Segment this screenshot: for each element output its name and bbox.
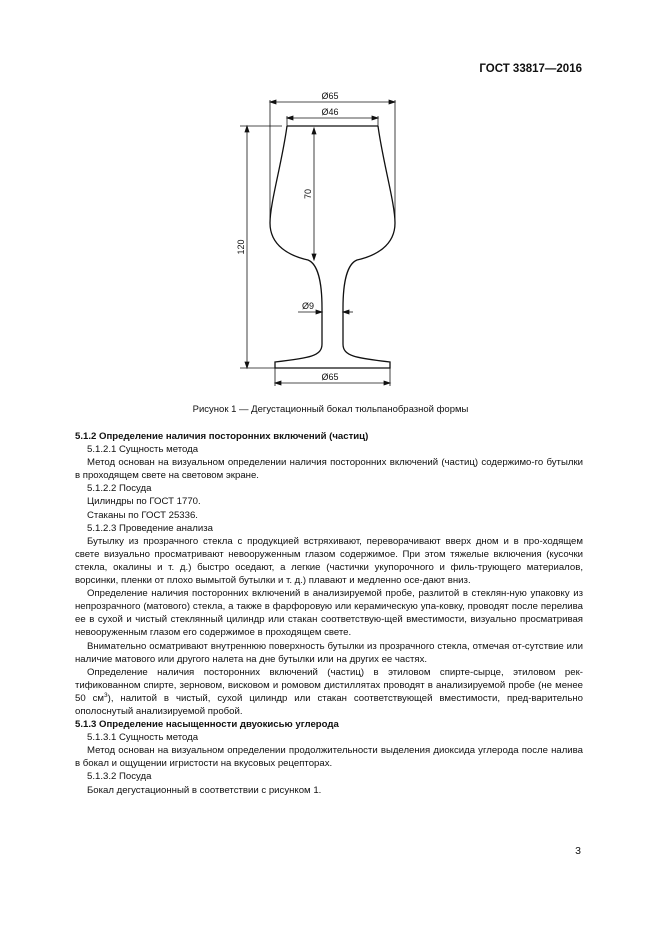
body-paragraph: Метод основан на визуальном определении продолжительности выделения диоксида углерода после налива в бокал и ощущении игристости на вкусовых рецепторах. xyxy=(75,745,583,770)
subsection-line: Стаканы по ГОСТ 25336. xyxy=(87,509,198,521)
page-number: 3 xyxy=(575,845,581,857)
dim-base-diameter: Ø65 xyxy=(321,372,339,382)
body-paragraph xyxy=(75,666,583,718)
subsection-line: 5.1.3.2 Посуда xyxy=(87,771,152,783)
dim-stem-diameter: Ø9 xyxy=(301,301,315,311)
dim-total-height: 120 xyxy=(236,239,246,255)
subsection-line: 5.1.3.1 Сущность метода xyxy=(87,732,199,744)
subsection-line: Цилиндры по ГОСТ 1770. xyxy=(87,496,201,508)
body-paragraph: Внимательно осматривают внутреннюю поверхность бутылки из прозрачного стекла, отмечая от-сутствие или наличие матового или другого налета на дне бутылки или на других ее частях. xyxy=(75,640,583,665)
paragraph-text-end: ), налитой в чистый, сухой цилиндр или стакан соответствующей вместимости, пред-варительно ополоснутый анализируемой пробой. xyxy=(75,692,583,717)
dim-rim-diameter: Ø46 xyxy=(321,107,339,117)
dim-top-diameter: Ø65 xyxy=(321,91,339,101)
subsection-line: 5.1.2.1 Сущность метода xyxy=(87,444,199,456)
subsection-line: 5.1.2.2 Посуда xyxy=(87,483,152,495)
section-heading: 5.1.3 Определение насыщенности двуокисью углерода xyxy=(75,719,339,731)
document-body xyxy=(75,430,583,797)
body-paragraph: Метод основан на визуальном определении наличия посторонних включений (частиц) содержимо-го бутылки в проходящем свете на световом экране. xyxy=(75,457,583,482)
figure-caption: Рисунок 1 — Дегустационный бокал тюльпанобразной формы xyxy=(192,404,469,415)
glass-outline xyxy=(270,126,395,368)
body-paragraph: Бутылку из прозрачного стекла с продукцией встряхивают, переворачивают вверх дном и в про-ходящем свете визуально просматривают невооруженным глазом содержимое. При этом тяжелые включения (кусочки стекла, окалины и т. д.) быстро оседают, а легкие (частички укупорочного и филь-трующего материалов, ворсинки, пленки от плохо вымытой бутылки и т. д.) плавают и медленно осе-дают вниз. xyxy=(75,535,583,587)
glass-drawing xyxy=(230,88,410,388)
section-heading: 5.1.2 Определение наличия посторонних включений (частиц) xyxy=(75,431,369,442)
document-standard-number: ГОСТ 33817—2016 xyxy=(479,63,582,75)
dim-bowl-height: 70 xyxy=(303,188,313,200)
body-paragraph: Определение наличия посторонних включений в анализируемой пробе, разлитой в стеклян-ную упаковку из непрозрачного (матового) стекла, а также в фарфоровую или керамическую упа-ковку, проводят после перелива ее в сухой и чистый стеклянный цилиндр или стакан соответствую-щей вместимости, визуально просматривая невооруженным глазом его содержимое в проходящем свете. xyxy=(75,588,583,639)
superscript: 3 xyxy=(104,691,108,699)
subsection-line: Бокал дегустационный в соответствии с рисунком 1. xyxy=(87,784,322,796)
subsection-line: 5.1.2.3 Проведение анализа xyxy=(87,522,213,534)
paragraph-text-start: Определение наличия посторонних включений (частиц) в этиловом спирте-сырце, этиловом рек-тификованном спирте, зерновом, висковом и ромовом дистиллятах проводят в анализируемой пробе (не менее 50 см xyxy=(75,666,583,704)
tasting-glass-figure xyxy=(230,88,410,388)
